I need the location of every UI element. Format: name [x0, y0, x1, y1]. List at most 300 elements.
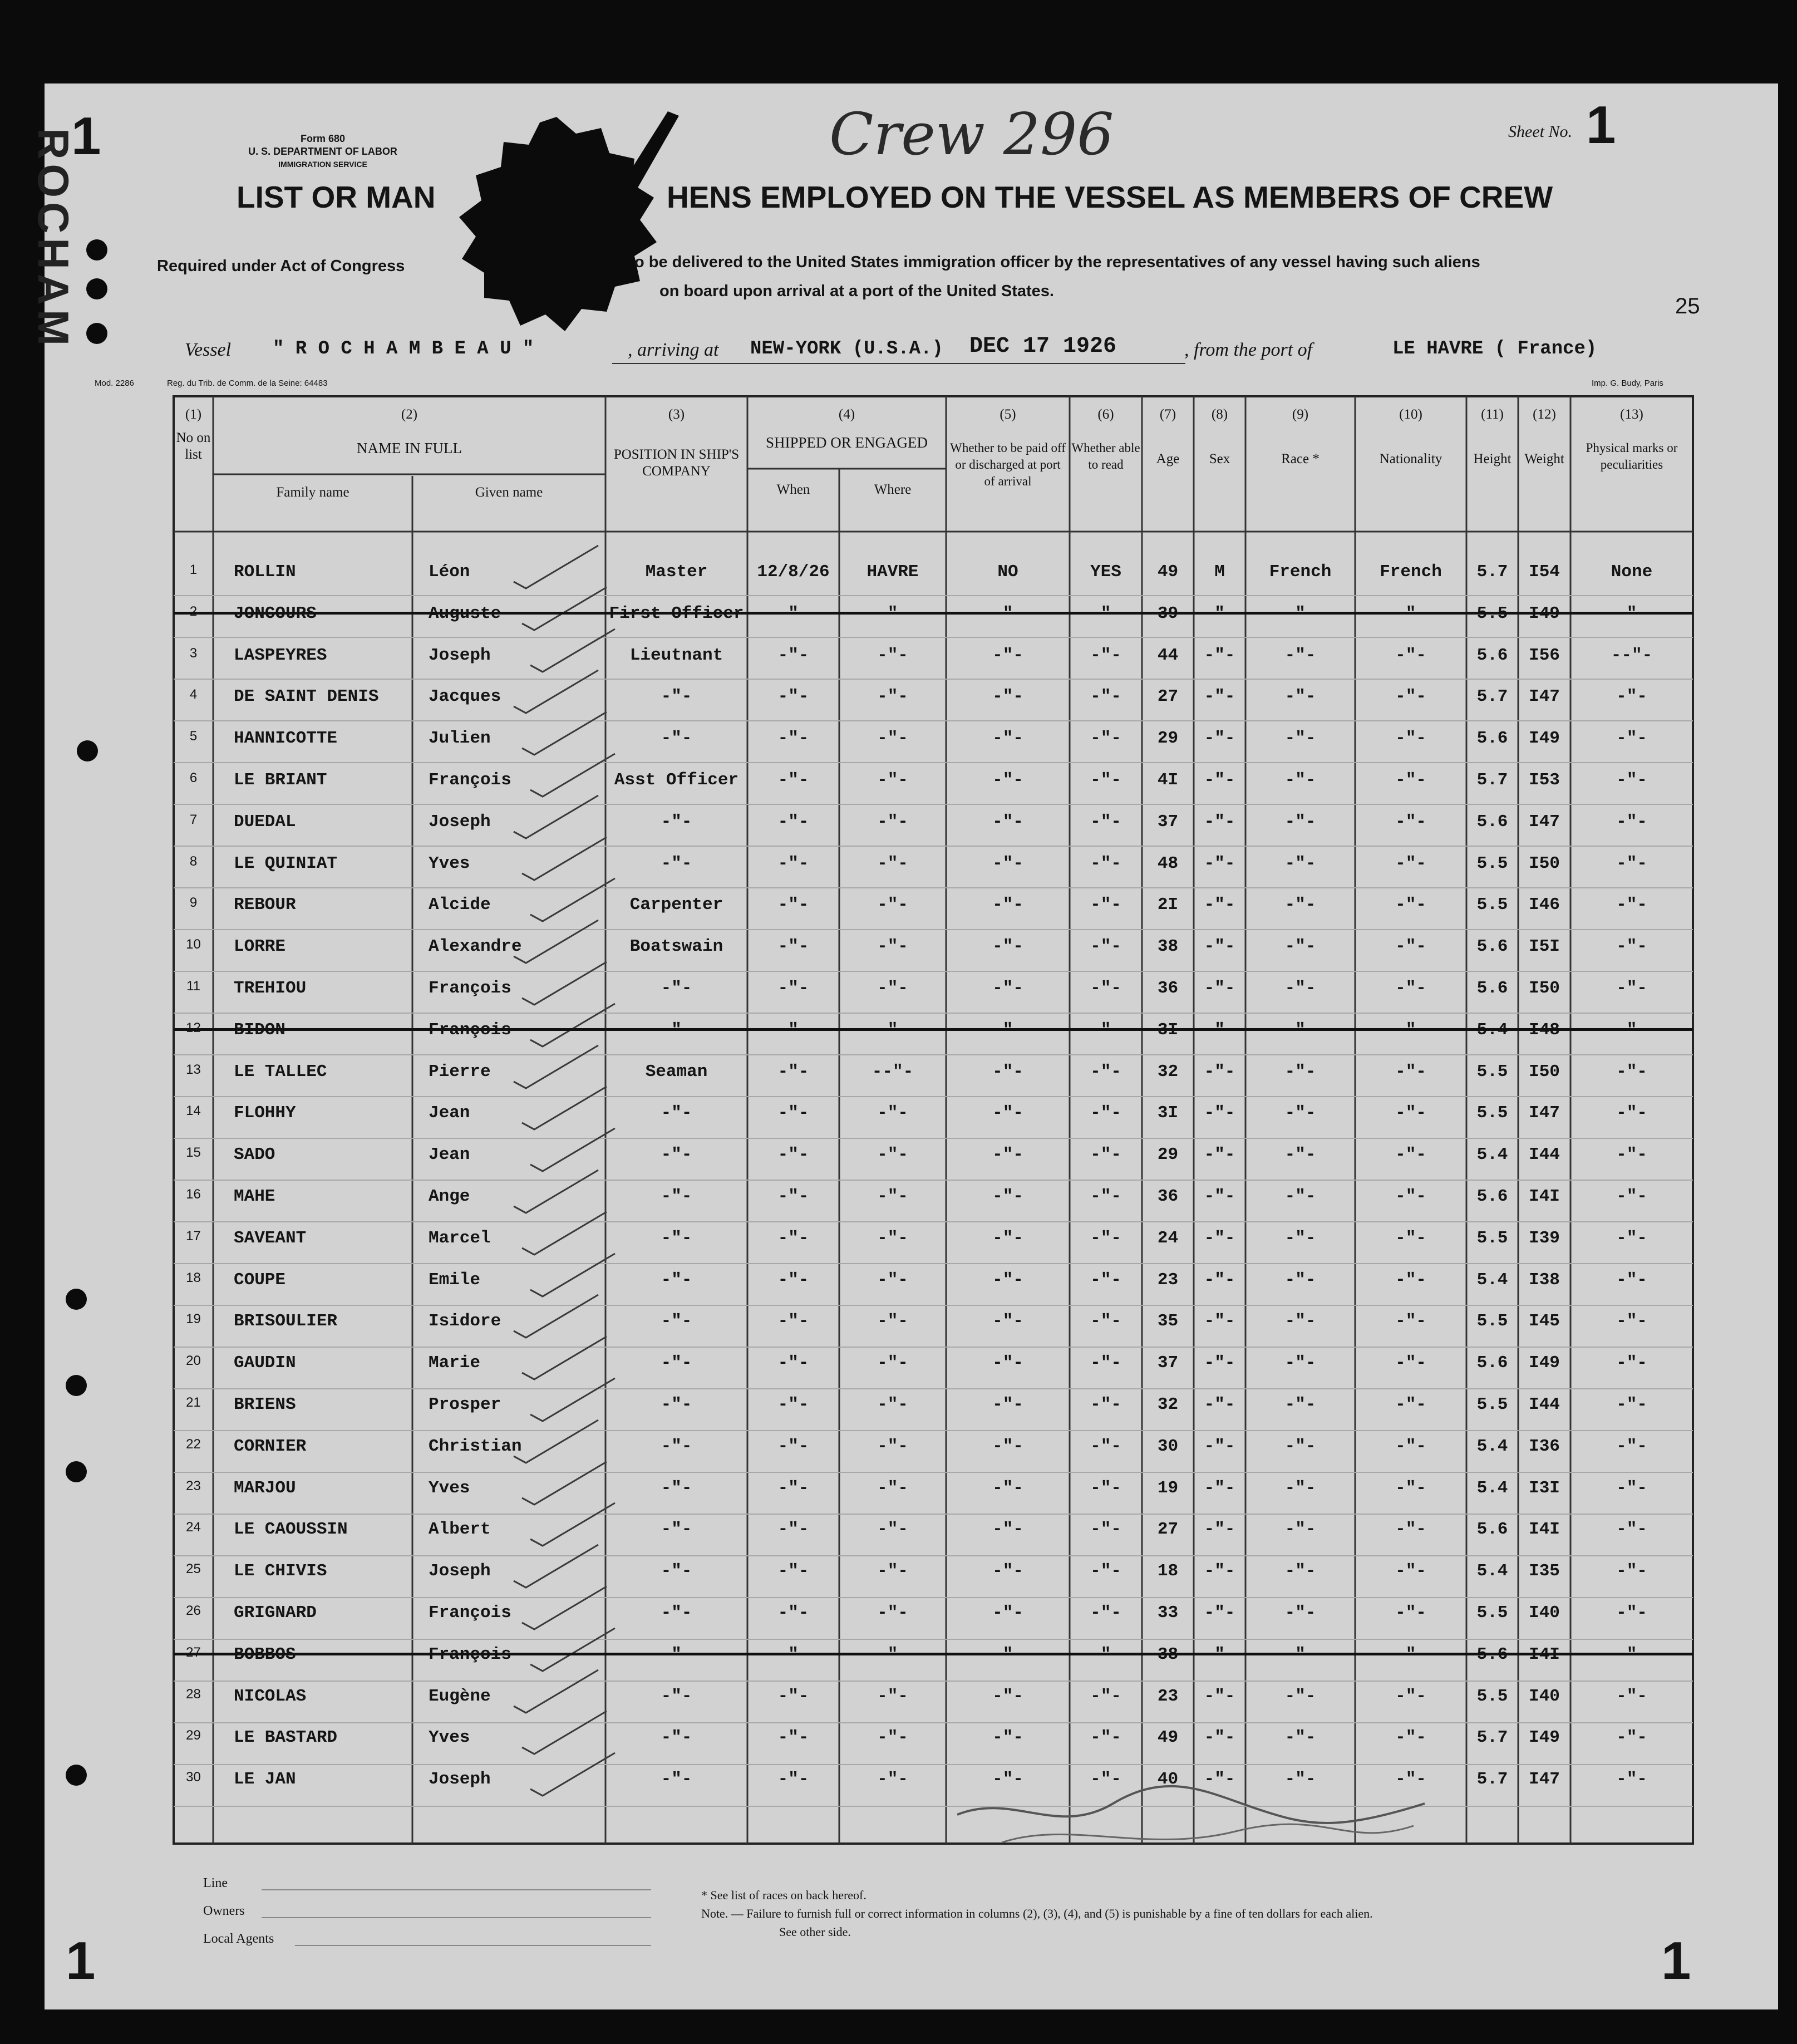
cell-paid: -"- [992, 1395, 1023, 1414]
cell-read: -"- [1090, 729, 1121, 749]
cell-paid: -"- [992, 645, 1023, 665]
cell-nat: -"- [1395, 1770, 1426, 1790]
cell-paid: -"- [992, 770, 1023, 790]
cell-given: Pierre [429, 1062, 491, 1082]
cell-height: 5.5 [1476, 1103, 1508, 1123]
cell-marks: -"- [1616, 1145, 1647, 1165]
cell-marks: -"- [1616, 1062, 1647, 1082]
cell-where: HAVRE [867, 562, 919, 582]
arrival-date: DEC 17 1926 [969, 334, 1117, 359]
cell-paid: -"- [992, 1520, 1023, 1540]
cell-given: Alexandre [429, 937, 522, 957]
title-right: HENS EMPLOYED ON THE VESSEL AS MEMBERS OF CREW [667, 180, 1553, 214]
cell-read: -"- [1090, 1062, 1121, 1082]
cell-paid: -"- [992, 729, 1023, 749]
cell-weight: I38 [1529, 1270, 1560, 1290]
cell-when: -"- [777, 853, 809, 873]
cell-position: -"- [661, 1311, 692, 1331]
cell-paid: -"- [992, 1228, 1023, 1248]
cell-sex: -"- [1204, 1062, 1235, 1082]
cell-nat: -"- [1395, 1228, 1426, 1248]
cell-when: -"- [777, 1270, 809, 1290]
col4a-label: When [776, 482, 810, 497]
cell-height: 5.7 [1476, 562, 1508, 582]
cell-marks: -"- [1616, 1436, 1647, 1456]
cell-family: ROLLIN [234, 562, 296, 582]
cell-race: -"- [1284, 1145, 1316, 1165]
cell-weight: I35 [1529, 1561, 1560, 1581]
cell-race: -"- [1284, 937, 1316, 957]
col12-header [1518, 406, 1570, 468]
cell-nat: -"- [1395, 937, 1426, 957]
owners-label: Owners [203, 1904, 245, 1918]
col12-label: Weight [1524, 451, 1564, 466]
cell-where: -"- [877, 1728, 908, 1748]
cell-age: 2I [1157, 895, 1179, 915]
cell-position: -"- [661, 812, 692, 832]
cell-age: 27 [1157, 687, 1179, 707]
cell-nat: -"- [1395, 1728, 1426, 1748]
cell-given: Ange [429, 1187, 470, 1206]
form-number: Form 680 [300, 133, 346, 144]
cell-read: -"- [1090, 853, 1121, 873]
cell-no: 15 [186, 1145, 201, 1161]
cell-marks: -"- [1616, 1686, 1647, 1706]
cell-position: -"- [661, 1103, 692, 1123]
cell-height: 5.5 [1476, 895, 1508, 915]
cell-family: HANNICOTTE [234, 729, 338, 749]
cell-age: 35 [1157, 1311, 1179, 1331]
cell-where: -"- [877, 1478, 908, 1498]
cell-height: 5.6 [1476, 812, 1508, 832]
col4-number: (4) [838, 407, 855, 422]
cell-sex: -"- [1204, 1561, 1235, 1581]
cell-weight: I40 [1529, 1686, 1560, 1706]
cell-where: -"- [877, 853, 908, 873]
col4b-label: Where [874, 482, 912, 497]
cell-paid: -"- [992, 853, 1023, 873]
cell-when: -"- [777, 1520, 809, 1540]
cell-age: 44 [1157, 645, 1179, 665]
cell-age: 4I [1157, 770, 1179, 790]
cell-weight: I3I [1529, 1478, 1560, 1498]
col13-label: Physical marks or peculiarities [1586, 441, 1678, 471]
cell-nat: -"- [1395, 729, 1426, 749]
cell-read: -"- [1090, 979, 1121, 998]
cell-sex: -"- [1204, 1228, 1235, 1248]
cell-marks: -"- [1616, 1270, 1647, 1290]
cell-marks: -"- [1616, 1353, 1647, 1373]
cell-nat: -"- [1395, 1187, 1426, 1206]
cell-given: Eugène [429, 1686, 491, 1706]
cell-nat: -"- [1395, 687, 1426, 707]
cell-where: -"- [877, 812, 908, 832]
cell-position: -"- [661, 1561, 692, 1581]
cell-race: -"- [1284, 770, 1316, 790]
cell-when: -"- [777, 1603, 809, 1623]
cell-paid: -"- [992, 1353, 1023, 1373]
cell-height: 5.5 [1476, 1686, 1508, 1706]
cell-read: -"- [1090, 1145, 1121, 1165]
cell-race: -"- [1284, 645, 1316, 665]
cell-marks: -"- [1616, 1103, 1647, 1123]
cell-where: -"- [877, 1353, 908, 1373]
cell-given: Joseph [429, 812, 491, 832]
col5-header [946, 406, 1070, 490]
cell-family: GRIGNARD [234, 1603, 317, 1623]
cell-read: -"- [1090, 645, 1121, 665]
cell-given: Joseph [429, 645, 491, 665]
from-port: LE HAVRE ( France) [1392, 338, 1597, 360]
col13-number: (13) [1620, 407, 1643, 422]
cell-nat: -"- [1395, 770, 1426, 790]
cell-where: -"- [877, 1686, 908, 1706]
cell-position: -"- [661, 1145, 692, 1165]
cell-when: -"- [777, 812, 809, 832]
cell-weight: I45 [1529, 1311, 1560, 1331]
cell-height: 5.4 [1476, 1145, 1508, 1165]
cell-no: 30 [186, 1770, 201, 1785]
cell-read: -"- [1090, 1103, 1121, 1123]
cell-no: 8 [189, 853, 198, 869]
cell-weight: I54 [1529, 562, 1560, 582]
cell-no: 17 [186, 1228, 201, 1244]
cell-read: -"- [1090, 1478, 1121, 1498]
cell-family: GAUDIN [234, 1353, 296, 1373]
cell-read: -"- [1090, 1520, 1121, 1540]
cell-marks: -"- [1616, 1770, 1647, 1790]
cell-family: NICOLAS [234, 1686, 307, 1706]
cell-paid: -"- [992, 1103, 1023, 1123]
cell-when: 12/8/26 [757, 562, 830, 582]
cell-position: -"- [661, 1395, 692, 1414]
cell-read: -"- [1090, 687, 1121, 707]
cell-weight: I49 [1529, 1353, 1560, 1373]
cell-race: -"- [1284, 687, 1316, 707]
cell-family: FLOHHY [234, 1103, 296, 1123]
cell-paid: -"- [992, 1603, 1023, 1623]
cell-marks: -"- [1616, 1228, 1647, 1248]
service-name: IMMIGRATION SERVICE [278, 160, 367, 169]
col7-label: Age [1156, 451, 1180, 466]
col11-header [1466, 406, 1518, 468]
col10-label: Nationality [1379, 451, 1442, 466]
cell-paid: -"- [992, 1770, 1023, 1790]
cell-nat: -"- [1395, 812, 1426, 832]
cell-race: French [1269, 562, 1332, 582]
cell-nat: -"- [1395, 895, 1426, 915]
cell-family: BRISOULIER [234, 1311, 338, 1331]
cell-read: -"- [1090, 1436, 1121, 1456]
col1-header [174, 406, 213, 463]
cell-position: -"- [661, 1270, 692, 1290]
cell-given: Léon [429, 562, 470, 582]
cell-given: Albert [429, 1520, 491, 1540]
cell-when: -"- [777, 1395, 809, 1414]
cell-position: -"- [661, 1353, 692, 1373]
cell-age: 29 [1157, 1145, 1179, 1165]
cell-race: -"- [1284, 1436, 1316, 1456]
cell-when: -"- [777, 1145, 809, 1165]
cell-sex: -"- [1204, 729, 1235, 749]
cell-marks: -"- [1616, 729, 1647, 749]
cell-where: -"- [877, 687, 908, 707]
cell-given: Yves [429, 1478, 470, 1498]
cell-where: --"- [872, 1062, 914, 1082]
sheet-label: Sheet No. [1508, 122, 1572, 141]
cell-family: LE TALLEC [234, 1062, 327, 1082]
cell-sex: -"- [1204, 770, 1235, 790]
cell-no: 4 [189, 687, 198, 702]
cell-nat: -"- [1395, 1520, 1426, 1540]
col6-header [1070, 406, 1142, 473]
cell-when: -"- [777, 937, 809, 957]
cell-position: -"- [661, 979, 692, 998]
cell-race: -"- [1284, 1686, 1316, 1706]
required-left: Required under Act of Congress [157, 257, 405, 275]
cell-read: -"- [1090, 895, 1121, 915]
cell-where: -"- [877, 770, 908, 790]
cell-sex: -"- [1204, 1353, 1235, 1373]
cell-weight: I47 [1529, 687, 1560, 707]
cell-paid: -"- [992, 1436, 1023, 1456]
cell-marks: -"- [1616, 812, 1647, 832]
footnote-penalty: Note. — Failure to furnish full or correct information in columns (2), (3), (4), and (5) is punishable by a fine of ten dollars for each alien. [701, 1907, 1373, 1920]
cell-when: -"- [777, 979, 809, 998]
cell-height: 5.6 [1476, 1520, 1508, 1540]
cell-position: -"- [661, 1686, 692, 1706]
col3-header [605, 406, 747, 480]
cell-no: 28 [186, 1686, 201, 1702]
cell-read: -"- [1090, 1686, 1121, 1706]
cell-nat: -"- [1395, 1062, 1426, 1082]
cell-sex: -"- [1204, 1478, 1235, 1498]
cell-age: 24 [1157, 1228, 1179, 1248]
side-text: ROCHAM [29, 128, 78, 350]
cell-family: DUEDAL [234, 812, 296, 832]
cell-sex: -"- [1204, 937, 1235, 957]
cell-sex: -"- [1204, 1436, 1235, 1456]
col2a-label: Family name [276, 485, 349, 500]
cell-height: 5.6 [1476, 1353, 1508, 1373]
cell-sex: -"- [1204, 812, 1235, 832]
cell-marks: -"- [1616, 687, 1647, 707]
cell-marks: -"- [1616, 1395, 1647, 1414]
cell-weight: I47 [1529, 812, 1560, 832]
cell-sex: -"- [1204, 1311, 1235, 1331]
cell-given: Joseph [429, 1561, 491, 1581]
cell-race: -"- [1284, 1603, 1316, 1623]
owners-underline [262, 1917, 651, 1918]
cell-position: -"- [661, 1603, 692, 1623]
from-label: , from the port of [1184, 340, 1313, 360]
cell-age: 37 [1157, 1353, 1179, 1373]
cell-read: -"- [1090, 1561, 1121, 1581]
cell-no: 14 [186, 1103, 201, 1119]
cell-where: -"- [877, 1436, 908, 1456]
cell-when: -"- [777, 770, 809, 790]
required-line2: on board upon arrival at a port of the United States. [659, 282, 1054, 300]
cell-weight: I4I [1529, 1520, 1560, 1540]
col2-label: NAME IN FULL [357, 440, 462, 456]
cell-race: -"- [1284, 1561, 1316, 1581]
cell-paid: -"- [992, 1561, 1023, 1581]
col9-label: Race * [1281, 451, 1320, 466]
sheet-number: 1 [1586, 95, 1616, 155]
cell-height: 5.7 [1476, 1728, 1508, 1748]
cell-no: 13 [186, 1062, 201, 1077]
footnote-see-other: See other side. [779, 1925, 851, 1939]
bottom-right-number: 1 [1661, 1931, 1691, 1991]
col10-number: (10) [1399, 407, 1422, 422]
footnote-races: * See list of races on back hereof. [701, 1888, 867, 1902]
cell-when: -"- [777, 1353, 809, 1373]
cell-given: Marcel [429, 1228, 491, 1248]
cell-position: Master [645, 562, 708, 582]
col3-label: POSITION IN SHIP'S COMPANY [613, 447, 740, 479]
cell-when: -"- [777, 645, 809, 665]
col7-header [1142, 406, 1194, 468]
cell-read: -"- [1090, 1270, 1121, 1290]
cell-position: Seaman [645, 1062, 708, 1082]
cell-height: 5.4 [1476, 1561, 1508, 1581]
cell-height: 5.4 [1476, 1478, 1508, 1498]
cell-where: -"- [877, 1228, 908, 1248]
cell-marks: None [1611, 562, 1653, 582]
page-number: 25 [1675, 294, 1700, 318]
cell-family: REBOUR [234, 895, 296, 915]
strike-line [174, 1028, 1693, 1031]
cell-age: 32 [1157, 1062, 1179, 1082]
cell-paid: -"- [992, 1478, 1023, 1498]
cell-nat: -"- [1395, 1478, 1426, 1498]
bottom-left-number: 1 [66, 1931, 96, 1991]
cell-race: -"- [1284, 1187, 1316, 1206]
cell-race: -"- [1284, 1728, 1316, 1748]
cell-paid: -"- [992, 1311, 1023, 1331]
cell-no: 26 [186, 1603, 201, 1618]
col8-header [1194, 406, 1245, 468]
cell-weight: I47 [1529, 1103, 1560, 1123]
handwritten-note: Crew 296 [829, 100, 1114, 168]
cell-nat: -"- [1395, 1353, 1426, 1373]
cell-race: -"- [1284, 812, 1316, 832]
cell-nat: -"- [1395, 1395, 1426, 1414]
col2-header [213, 406, 605, 456]
cell-family: COUPE [234, 1270, 286, 1290]
cell-nat: -"- [1395, 645, 1426, 665]
cell-height: 5.6 [1476, 729, 1508, 749]
cell-race: -"- [1284, 1311, 1316, 1331]
cell-where: -"- [877, 895, 908, 915]
cell-where: -"- [877, 1187, 908, 1206]
cell-sex: -"- [1204, 979, 1235, 998]
col11-label: Height [1473, 451, 1512, 466]
cell-race: -"- [1284, 1062, 1316, 1082]
col1-label: No on list [176, 430, 211, 462]
cell-age: 23 [1157, 1270, 1179, 1290]
cell-given: Jean [429, 1145, 470, 1165]
cell-age: 48 [1157, 853, 1179, 873]
cell-when: -"- [777, 1311, 809, 1331]
cell-read: -"- [1090, 812, 1121, 832]
cell-no: 6 [189, 770, 198, 785]
cell-sex: -"- [1204, 1728, 1235, 1748]
cell-read: -"- [1090, 937, 1121, 957]
cell-when: -"- [777, 1228, 809, 1248]
cell-age: 23 [1157, 1686, 1179, 1706]
cell-when: -"- [777, 1187, 809, 1206]
cell-sex: -"- [1204, 1187, 1235, 1206]
cell-no: 9 [189, 895, 198, 911]
cell-age: 40 [1157, 1770, 1179, 1790]
margin-number: 1 [71, 106, 101, 166]
cell-sex: -"- [1204, 853, 1235, 873]
cell-family: LE CAOUSSIN [234, 1520, 348, 1540]
cell-weight: I4I [1529, 1187, 1560, 1206]
cell-sex: -"- [1204, 1395, 1235, 1414]
cell-given: François [429, 1603, 511, 1623]
cell-paid: -"- [992, 1145, 1023, 1165]
cell-read: YES [1090, 562, 1121, 582]
cell-where: -"- [877, 1520, 908, 1540]
cell-family: LE QUINIAT [234, 853, 338, 873]
cell-nat: -"- [1395, 853, 1426, 873]
cell-race: -"- [1284, 853, 1316, 873]
cell-nat: -"- [1395, 1686, 1426, 1706]
cell-nat: -"- [1395, 1270, 1426, 1290]
cell-sex: -"- [1204, 687, 1235, 707]
cell-race: -"- [1284, 979, 1316, 998]
cell-paid: -"- [992, 1187, 1023, 1206]
cell-where: -"- [877, 1770, 908, 1790]
cell-nat: -"- [1395, 1103, 1426, 1123]
cell-age: 18 [1157, 1561, 1179, 1581]
cell-height: 5.6 [1476, 937, 1508, 957]
cell-family: LE CHIVIS [234, 1561, 327, 1581]
cell-position: Carpenter [629, 895, 723, 915]
cell-position: Boatswain [629, 937, 723, 957]
cell-no: 16 [186, 1187, 201, 1202]
cell-nat: -"- [1395, 1145, 1426, 1165]
cell-when: -"- [777, 1686, 809, 1706]
cell-sex: M [1214, 562, 1225, 582]
cell-given: Yves [429, 1728, 470, 1748]
cell-read: -"- [1090, 1353, 1121, 1373]
cell-position: -"- [661, 1520, 692, 1540]
cell-given: François [429, 770, 511, 790]
cell-height: 5.5 [1476, 853, 1508, 873]
cell-marks: -"- [1616, 1728, 1647, 1748]
cell-age: 33 [1157, 1603, 1179, 1623]
cell-position: -"- [661, 853, 692, 873]
cell-read: -"- [1090, 1603, 1121, 1623]
cell-weight: I36 [1529, 1436, 1560, 1456]
cell-where: -"- [877, 1311, 908, 1331]
check-mark-icon [526, 1750, 621, 1800]
cell-age: 49 [1157, 1728, 1179, 1748]
cell-where: -"- [877, 645, 908, 665]
cell-no: 22 [186, 1436, 201, 1452]
cell-given: Christian [429, 1436, 522, 1456]
col9-number: (9) [1292, 407, 1309, 422]
cell-marks: -"- [1616, 937, 1647, 957]
cell-family: DE SAINT DENIS [234, 687, 379, 707]
cell-no: 23 [186, 1478, 201, 1493]
cell-no: 18 [186, 1270, 201, 1285]
cell-height: 5.6 [1476, 979, 1508, 998]
cell-marks: -"- [1616, 1520, 1647, 1540]
